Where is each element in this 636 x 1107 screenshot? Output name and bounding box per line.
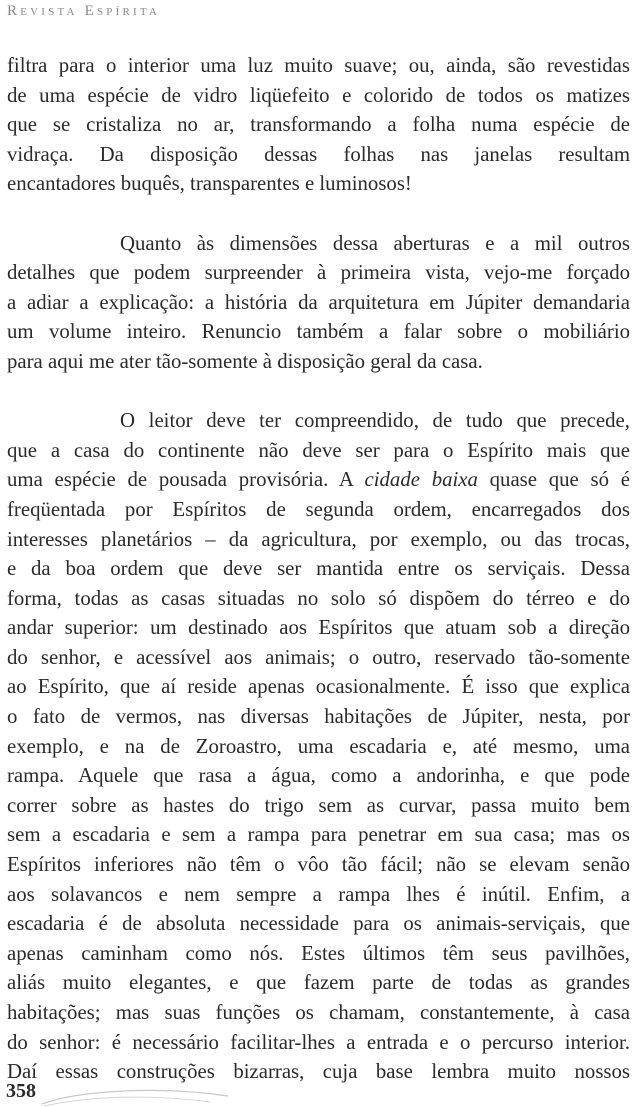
text-line: detalhes que podem surpreender à primeira vista, vejo-me forçado	[7, 261, 630, 285]
text-line: de uma espécie de vidro liqüefeito e colorido de todos os matizes	[7, 83, 630, 107]
italic-phrase: cidade baixa	[364, 468, 478, 492]
text-line: e da boa ordem que deve ser mantida entre os serviçais. Dessa	[7, 557, 630, 581]
text-line: andar superior: um destinado aos Espíritos que atuam sob a direção	[7, 616, 630, 640]
text-line: ao Espírito, que aí reside apenas ocasionalmente. É isso que explica	[7, 675, 630, 699]
text-line: sem a escadaria e sem a rampa para penetrar em sua casa; mas os	[7, 823, 630, 847]
text-line: a adiar a explicação: a história da arquitetura em Júpiter demandaria	[7, 290, 630, 314]
text-line: o fato de vermos, nas diversas habitações de Júpiter, nesta, por	[7, 705, 630, 729]
page-number: 358	[6, 1080, 36, 1102]
text-line: O leitor deve ter compreendido, de tudo que precede,	[120, 409, 630, 433]
text-line: filtra para o interior uma luz muito suave; ou, ainda, são revestidas	[7, 54, 630, 77]
text-line: freqüentada por Espíritos de segunda ordem, encarregados dos	[7, 497, 630, 521]
paragraph-1	[7, 51, 630, 199]
text-line: forma, todas as casas situadas no solo só dispõem do térreo e do	[7, 586, 630, 610]
text-line: escadaria é de absoluta necessidade para os animais-serviçais, que	[7, 912, 630, 936]
text-line-with-italic	[7, 465, 630, 495]
text-line: exemplo, e na de Zoroastro, uma escadaria e, até mesmo, uma	[7, 734, 630, 758]
text-line: um volume inteiro. Renuncio também a falar sobre o mobiliário	[7, 320, 630, 344]
text-line: que a casa do continente não deve ser para o Espírito mais que	[7, 438, 630, 462]
text-line: para aqui me ater tão-somente à disposição geral da casa.	[7, 349, 483, 373]
text-line: do senhor: é necessário facilitar-lhes a entrada e o percurso interior.	[7, 1030, 630, 1054]
running-head: Revista Espírita	[7, 3, 161, 19]
paragraph-3	[7, 406, 630, 1087]
text-line: interesses planetários – da agricultura, por exemplo, ou das trocas,	[7, 527, 630, 551]
text-line: aos solavancos e nem sempre a rampa lhes é inútil. Enfim, a	[7, 882, 630, 906]
text-line: Espíritos inferiores não têm o vôo tão fácil; não se elevam senão	[7, 853, 630, 877]
page-body	[7, 51, 630, 1087]
decorative-swash-icon	[40, 1082, 230, 1107]
text-line: Daí essas construções bizarras, cuja base lembra muito nossos	[7, 1060, 630, 1084]
text-line: do senhor, e acessível aos animais; o outro, reservado tão-somente	[7, 645, 630, 669]
text-segment: quase que só é	[477, 468, 630, 492]
text-line: encantadores buquês, transparentes e luminosos!	[7, 172, 412, 196]
text-line: correr sobre as hastes do trigo sem as curvar, passa muito bem	[7, 793, 630, 817]
paragraph-gap	[7, 377, 630, 407]
text-line: rampa. Aquele que rasa a água, como a andorinha, e que pode	[7, 764, 630, 788]
text-line: apenas caminham como nós. Estes últimos têm seus pavilhões,	[7, 941, 630, 965]
paragraph-gap	[7, 199, 630, 229]
text-line: que se cristaliza no ar, transformando a folha numa espécie de	[7, 113, 630, 137]
text-line: Quanto às dimensões dessa aberturas e a mil outros	[120, 231, 630, 255]
text-line: aliás muito elegantes, e que fazem parte de todas as grandes	[7, 971, 630, 995]
text-line: vidraça. Da disposição dessas folhas nas janelas resultam	[7, 142, 630, 166]
text-segment: uma espécie de pousada provisória. A	[7, 468, 365, 492]
text-line: habitações; mas suas funções os chamam, constantemente, à casa	[7, 1001, 630, 1024]
paragraph-2	[7, 229, 630, 377]
